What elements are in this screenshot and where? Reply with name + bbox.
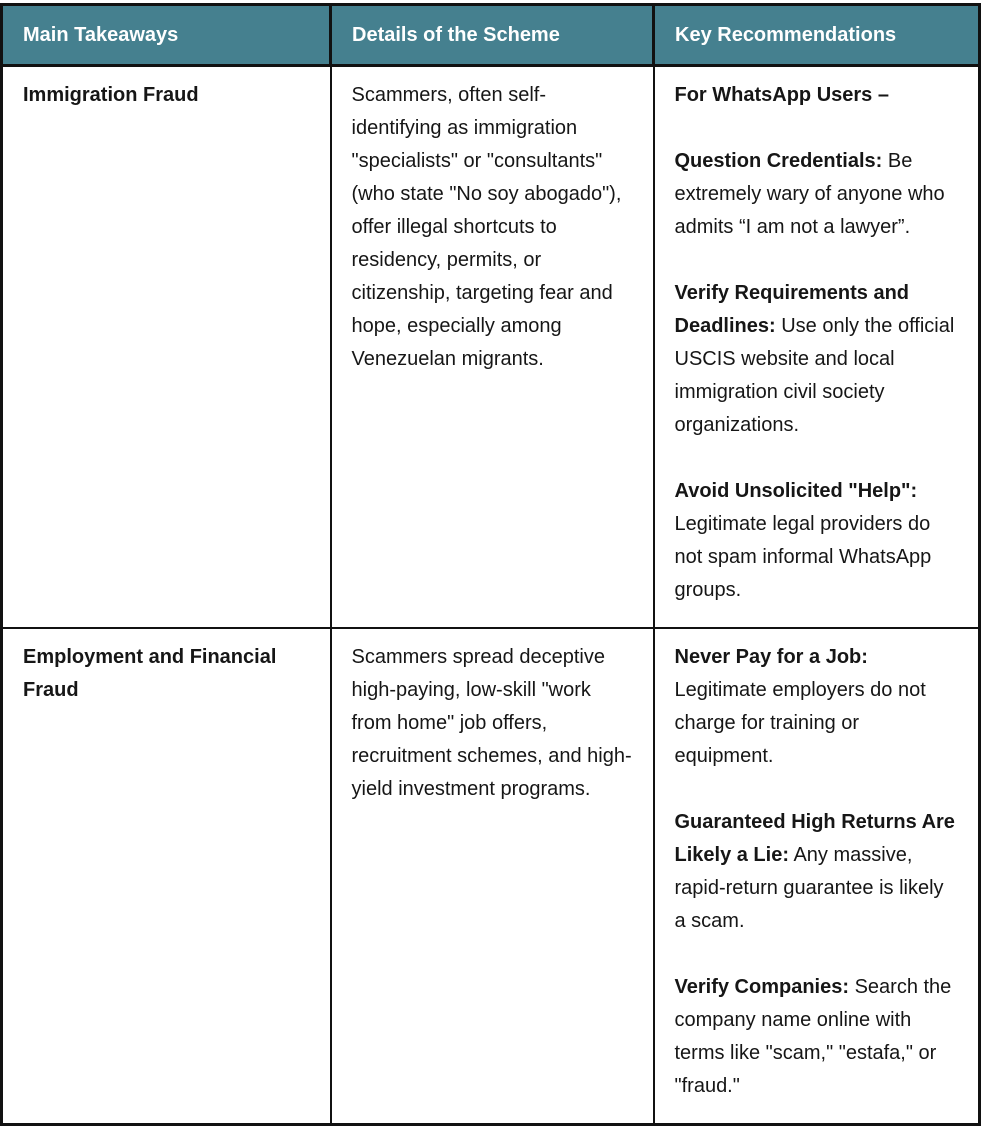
cell-takeaway: Employment and Financial Fraud (2, 628, 331, 1125)
rec-text: Legitimate employers do not charge for training or equipment. (674, 679, 926, 767)
recommendation-paragraph (675, 475, 959, 607)
rec-text: Any massive, rapid-return guarantee is likely a scam. (674, 844, 944, 932)
fraud-scheme-table (0, 3, 981, 1126)
cell-details (331, 628, 654, 1125)
rec-bold-lead: Guaranteed High Returns Are Likely a Lie: (674, 811, 955, 866)
rec-bold-lead: Never Pay for a Job: (674, 646, 868, 668)
header-details-of-scheme: Details of the Scheme (331, 5, 654, 66)
cell-recommendations (654, 66, 980, 629)
rec-text: Legitimate legal providers do not spam informal WhatsApp groups. (674, 513, 932, 601)
rec-text: Use only the official USCIS website and local immigration civil society organizations. (674, 315, 955, 436)
recommendation-paragraph (675, 277, 959, 442)
rec-bold-lead: Avoid Unsolicited "Help": (674, 480, 918, 502)
cell-recommendations (654, 628, 980, 1125)
recommendation-paragraph (675, 971, 959, 1103)
table-row-employment-financial-fraud (2, 628, 980, 1125)
header-key-recommendations: Key Recommendations (654, 5, 980, 66)
recommendation-paragraph (675, 79, 959, 112)
recommendation-paragraph (675, 145, 959, 244)
rec-text: Be extremely wary of anyone who admits “I am not a lawyer”. (674, 150, 945, 238)
rec-bold-lead: Question Credentials: (674, 150, 883, 172)
rec-text: Search the company name online with terms like "scam," "estafa," or "fraud." (674, 976, 952, 1097)
header-row (2, 5, 980, 66)
cell-takeaway: Immigration Fraud (2, 66, 331, 629)
header-main-takeaways: Main Takeaways (2, 5, 331, 66)
details-paragraph: Scammers, often self-identifying as immigration "specialists" or "consultants" (who state "No soy abogado"), offer illegal shortcuts to residency, permits, or citizenship, targeting fear and hope, especially among Venezuelan migrants. (351, 84, 622, 370)
rec-bold-lead: For WhatsApp Users – (674, 84, 889, 106)
cell-details (331, 66, 654, 629)
recommendation-paragraph (675, 806, 959, 938)
table-row-immigration-fraud (2, 66, 980, 629)
rec-bold-lead: Verify Requirements and Deadlines: (674, 282, 910, 337)
recommendation-paragraph (675, 641, 959, 773)
details-paragraph: Scammers spread deceptive high-paying, low-skill "work from home" job offers, recruitment schemes, and high-yield investment programs. (351, 646, 632, 800)
rec-bold-lead: Verify Companies: (674, 976, 850, 998)
